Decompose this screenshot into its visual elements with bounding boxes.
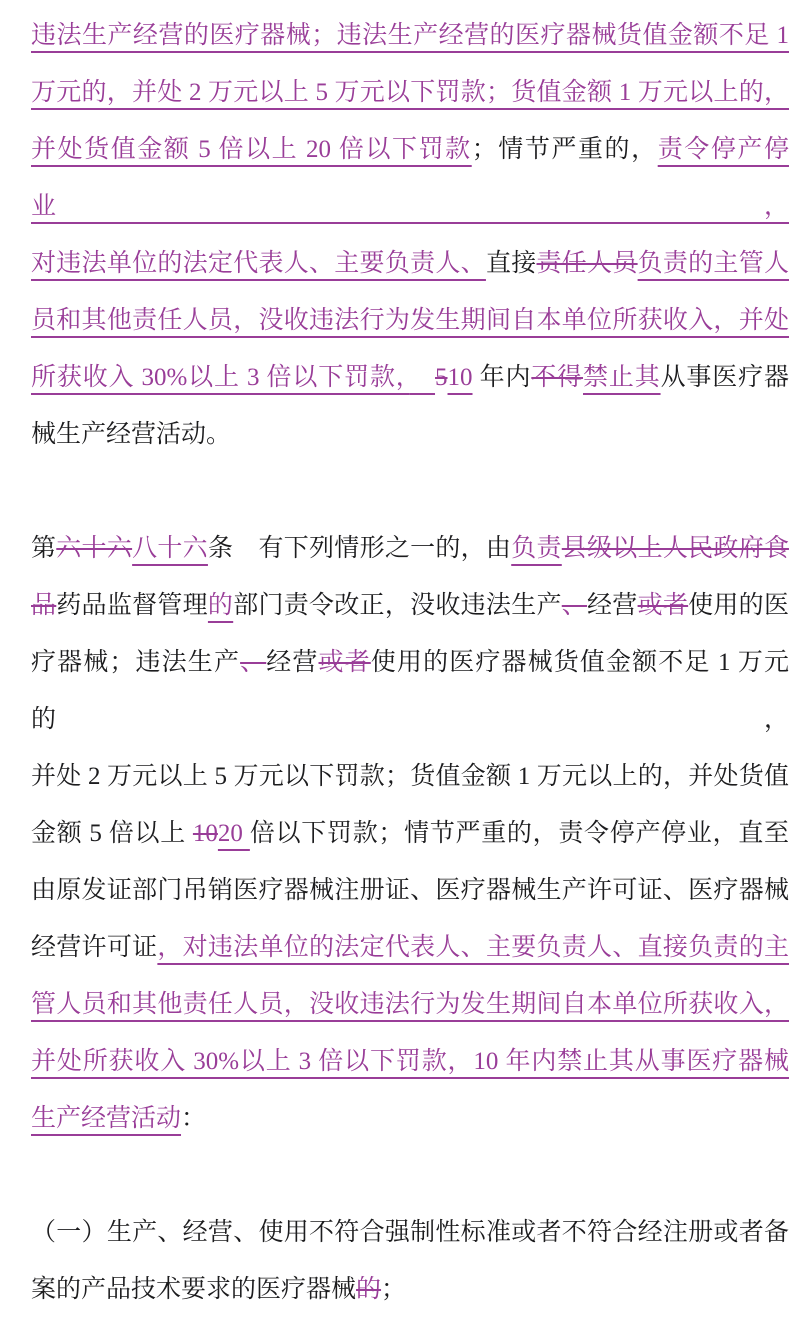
inserted-text: 20 — [217, 820, 250, 847]
deleted-text: 10 — [192, 820, 218, 847]
inserted-text: 所获收入 30%以上 3 倍以下罚款， — [31, 364, 410, 391]
text-line — [31, 862, 789, 919]
deleted-text: 县级以上人民政府食 — [561, 535, 789, 562]
inserted-text: 10 — [447, 364, 473, 391]
inserted-text: 对违法单位的法定代表人、主要负责人、 — [31, 250, 486, 277]
text-line — [31, 64, 789, 121]
inserted-text: 并处货值金额 5 倍以上 20 倍以下罚款 — [31, 136, 472, 163]
body-text: ： — [181, 1105, 207, 1132]
body-text: 金额 5 倍以上 — [31, 820, 193, 847]
text-line — [31, 520, 789, 577]
body-text: 从事医疗器 — [660, 364, 789, 391]
body-text: 年内 — [472, 364, 532, 391]
text-line — [31, 235, 789, 292]
paragraph-article-continuation — [31, 7, 789, 463]
deleted-text: 或者 — [318, 649, 371, 676]
deleted-text: 或者 — [637, 592, 689, 619]
paragraph-item-1 — [31, 1204, 789, 1318]
inserted-text: 八十六 — [132, 535, 208, 562]
text-line — [31, 292, 789, 349]
body-text: 倍以下罚款；情节严重的，责令停产停业，直至 — [249, 820, 789, 847]
text-line — [31, 919, 789, 976]
body-text: 经营 — [266, 649, 319, 676]
inserted-text: 负责 — [511, 535, 562, 562]
text-line — [31, 1204, 789, 1261]
text-line — [31, 577, 789, 634]
deleted-text: 责任人员 — [536, 250, 638, 277]
text-line — [31, 1261, 789, 1318]
body-text: 药品监督管理 — [56, 592, 208, 619]
paragraph-article-86 — [31, 520, 789, 1147]
body-text: 使用的医 — [688, 592, 789, 619]
deleted-text: 品 — [31, 592, 57, 619]
body-text: 直接 — [485, 250, 537, 277]
text-line — [31, 748, 789, 805]
text-line — [31, 349, 789, 406]
inserted-text: 万元的，并处 2 万元以上 5 万元以下罚款；货值金额 1 万元以上的， — [31, 79, 789, 106]
body-text: 条 有下列情形之一的，由 — [207, 535, 512, 562]
body-text: 疗器械；违法生产 — [31, 649, 241, 676]
body-text: 使用的医疗器械货值金额不足 1 万元的， — [31, 649, 789, 733]
body-text: 第 — [31, 535, 57, 562]
text-line — [31, 634, 789, 748]
inserted-text: 生产经营活动 — [31, 1105, 182, 1132]
body-text: 案的产品技术要求的医疗器械 — [31, 1276, 357, 1303]
inserted-text: 管人员和其他责任人员，没收违法行为发生期间自本单位所获收入， — [31, 991, 789, 1018]
inserted-text: 禁止其 — [583, 364, 661, 391]
text-line — [31, 406, 789, 463]
deleted-text: 、 — [240, 649, 267, 676]
body-text: 由原发证部门吊销医疗器械注册证、医疗器械生产许可证、医疗器械 — [31, 877, 789, 904]
inserted-text — [409, 364, 435, 391]
text-line — [31, 7, 789, 64]
deleted-text: 的 — [356, 1276, 382, 1303]
inserted-text: 责令停产停业， — [31, 136, 789, 220]
body-text: 经营 — [587, 592, 638, 619]
inserted-text: 负责的主管人 — [637, 250, 789, 277]
deleted-text: 5 — [435, 364, 448, 391]
inserted-text: ，对违法单位的法定代表人、主要负责人、直接负责的主 — [157, 934, 789, 961]
text-line — [31, 1033, 789, 1090]
text-line — [31, 121, 789, 235]
deleted-text: 不得 — [531, 364, 584, 391]
body-text: 部门责令改正，没收违法生产 — [233, 592, 562, 619]
deleted-text: 、 — [561, 592, 588, 619]
body-text: 经营许可证 — [31, 934, 158, 961]
inserted-text: 的 — [207, 592, 234, 619]
text-line — [31, 976, 789, 1033]
deleted-text: 六十六 — [56, 535, 133, 562]
body-text: ； — [381, 1276, 407, 1303]
text-line — [31, 805, 789, 862]
body-text: ；情节严重的， — [471, 136, 658, 163]
text-line — [31, 1090, 789, 1147]
inserted-text: 违法生产经营的医疗器械；违法生产经营的医疗器械货值金额不足 1 — [31, 22, 789, 49]
inserted-text: 员和其他责任人员，没收违法行为发生期间自本单位所获收入，并处 — [31, 307, 789, 334]
body-text: （一）生产、经营、使用不符合强制性标准或者不符合经注册或者备 — [31, 1219, 789, 1246]
body-text: 并处 2 万元以上 5 万元以下罚款；货值金额 1 万元以上的，并处货值 — [31, 763, 789, 790]
inserted-text: 并处所获收入 30%以上 3 倍以下罚款，10 年内禁止其从事医疗器械 — [31, 1048, 789, 1075]
body-text: 械生产经营活动。 — [31, 421, 232, 448]
